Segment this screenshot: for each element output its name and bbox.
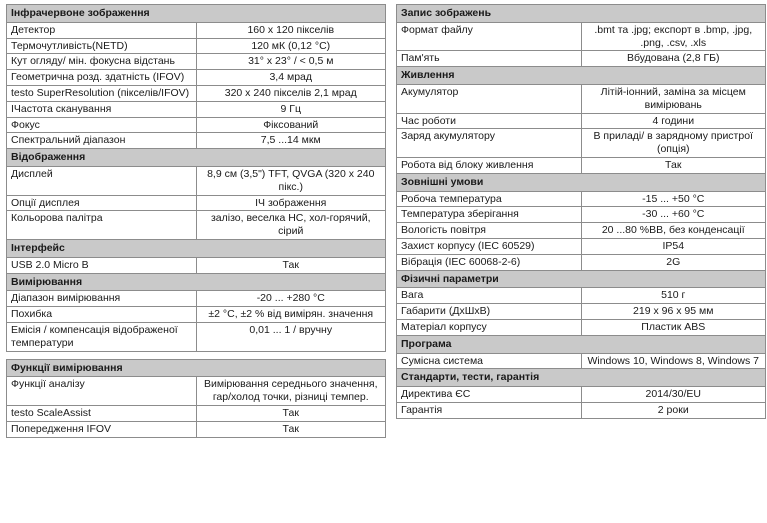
spec-label: Геометрична розд. здатність (IFOV) [7,70,197,86]
spec-label: Час роботи [397,113,582,129]
left-spec-table [6,4,386,438]
spec-row [7,38,386,54]
spec-value: 219 x 96 x 95 мм [581,304,766,320]
section-header [7,273,386,291]
spec-value: 8,9 см (3,5") TFT, QVGA (320 x 240 пікс.) [196,166,386,195]
spec-row [7,22,386,38]
section-header [397,67,766,85]
section-title: Відображення [7,149,386,167]
spec-label: Акумулятор [397,84,582,113]
spec-row [7,291,386,307]
right-spec-table [396,4,766,419]
spec-row [397,304,766,320]
section-title: Вимірювання [7,273,386,291]
spec-label: Габарити (ДхШхВ) [397,304,582,320]
spec-row [7,405,386,421]
spec-row [397,288,766,304]
spec-value: 2014/30/EU [581,387,766,403]
section-header [7,359,386,377]
spec-value: 20 ...80 %ВВ, без конденсації [581,223,766,239]
spec-label: Кут огляду/ мін. фокусна відстань [7,54,197,70]
spec-row [397,319,766,335]
spec-value: 3,4 мрад [196,70,386,86]
spec-row [397,223,766,239]
spec-value: Вимірювання середнього значення, гар/холод точки, різниці темпер. [196,377,386,406]
spec-row [7,421,386,437]
spec-row [397,113,766,129]
spec-value: .bmt та .jpg; експорт в .bmp, .jpg, .png, .csv, .xls [581,22,766,51]
spec-row [7,195,386,211]
spec-label: Заряд акумулятору [397,129,582,158]
spec-value: -15 ... +50 °C [581,191,766,207]
spec-label: Вологість повітря [397,223,582,239]
section-header [397,369,766,387]
spec-row [7,85,386,101]
section-header [397,173,766,191]
spec-row [397,254,766,270]
spec-value: -20 ... +280 °C [196,291,386,307]
spec-label: Гарантія [397,402,582,418]
spec-row [7,377,386,406]
spec-label: Емісія / компенсація відображеної температури [7,322,197,351]
spec-label: USB 2.0 Micro B [7,257,197,273]
spec-row [397,207,766,223]
section-header [397,335,766,353]
section-title: Програма [397,335,766,353]
section-header [397,5,766,23]
spec-row [7,211,386,240]
spec-label: Робота від блоку живлення [397,157,582,173]
spec-value: Так [196,257,386,273]
spec-value: IP54 [581,238,766,254]
spec-label: Сумісна система [397,353,582,369]
spec-value: 31° x 23° / < 0,5 м [196,54,386,70]
spec-value: В приладі/ в зарядному пристрої (опція) [581,129,766,158]
right-spec-column [396,4,766,419]
section-header [397,270,766,288]
spec-value: залізо, веселка HC, хол-горячий, сірий [196,211,386,240]
spec-label: Діапазон вимірювання [7,291,197,307]
spec-value: Літій-іонний, заміна за місцем вимірювань [581,84,766,113]
spec-row [7,54,386,70]
spec-value: 4 години [581,113,766,129]
spec-value: Так [581,157,766,173]
section-title: Фізичні параметри [397,270,766,288]
section-title: Зовнішні умови [397,173,766,191]
spec-value: 9 Гц [196,101,386,117]
spec-label: Попередження IFOV [7,421,197,437]
section-gap [7,351,386,359]
spec-label: ІЧастота сканування [7,101,197,117]
spec-row [397,402,766,418]
spec-label: Матеріал корпусу [397,319,582,335]
spec-row [397,22,766,51]
spec-value: 510 г [581,288,766,304]
spec-label: Робоча температура [397,191,582,207]
spec-row [397,84,766,113]
spec-row [7,101,386,117]
gap-cell [7,351,386,359]
spec-label: testo SuperResolution (пікселів/IFOV) [7,85,197,101]
spec-row [7,257,386,273]
spec-value: -30 ... +60 °C [581,207,766,223]
spec-value: Так [196,405,386,421]
spec-label: Захист корпусу (IEC 60529) [397,238,582,254]
section-title: Функції вимірювання [7,359,386,377]
spec-label: Директива ЄС [397,387,582,403]
spec-label: Пам'ять [397,51,582,67]
spec-value: 120 мК (0,12 °C) [196,38,386,54]
spec-label: Формат файлу [397,22,582,51]
spec-label: Опції дисплея [7,195,197,211]
spec-row [397,191,766,207]
spec-row [397,387,766,403]
section-title: Стандарти, тести, гарантія [397,369,766,387]
spec-label: Кольорова палітра [7,211,197,240]
spec-value: Пластик ABS [581,319,766,335]
spec-value: Фіксований [196,117,386,133]
spec-label: Похибка [7,307,197,323]
spec-value: 160 x 120 пікселів [196,22,386,38]
spec-label: Вібрація (IEC 60068-2-6) [397,254,582,270]
section-header [7,149,386,167]
spec-label: Фокус [7,117,197,133]
spec-row [397,51,766,67]
left-spec-column [6,4,386,438]
spec-row [397,238,766,254]
spec-value: Так [196,421,386,437]
section-title: Запис зображень [397,5,766,23]
section-title: Інтерфейс [7,239,386,257]
spec-value: 7,5 ...14 мкм [196,133,386,149]
spec-label: Детектор [7,22,197,38]
spec-value: ІЧ зображення [196,195,386,211]
section-title: Живлення [397,67,766,85]
spec-label: Вага [397,288,582,304]
spec-label: Дисплей [7,166,197,195]
spec-label: Функції аналізу [7,377,197,406]
spec-label: Термочутливість(NETD) [7,38,197,54]
section-header [7,239,386,257]
spec-value: 2G [581,254,766,270]
spec-row [7,307,386,323]
section-header [7,5,386,23]
spec-value: 0,01 ... 1 / вручну [196,322,386,351]
spec-label: Температура зберігання [397,207,582,223]
spec-label: testo ScaleAssist [7,405,197,421]
spec-row [7,70,386,86]
spec-row [7,133,386,149]
spec-value: Вбудована (2,8 ГБ) [581,51,766,67]
section-title: Інфрачервоне зображення [7,5,386,23]
spec-label: Спектральний діапазон [7,133,197,149]
spec-row [7,322,386,351]
spec-row [7,117,386,133]
spec-value: 2 роки [581,402,766,418]
spec-row [7,166,386,195]
spec-row [397,157,766,173]
spec-value: Windows 10, Windows 8, Windows 7 [581,353,766,369]
spec-value: ±2 °C, ±2 % від вимірян. значення [196,307,386,323]
spec-row [397,129,766,158]
spec-row [397,353,766,369]
spec-value: 320 x 240 пікселів 2,1 мрад [196,85,386,101]
